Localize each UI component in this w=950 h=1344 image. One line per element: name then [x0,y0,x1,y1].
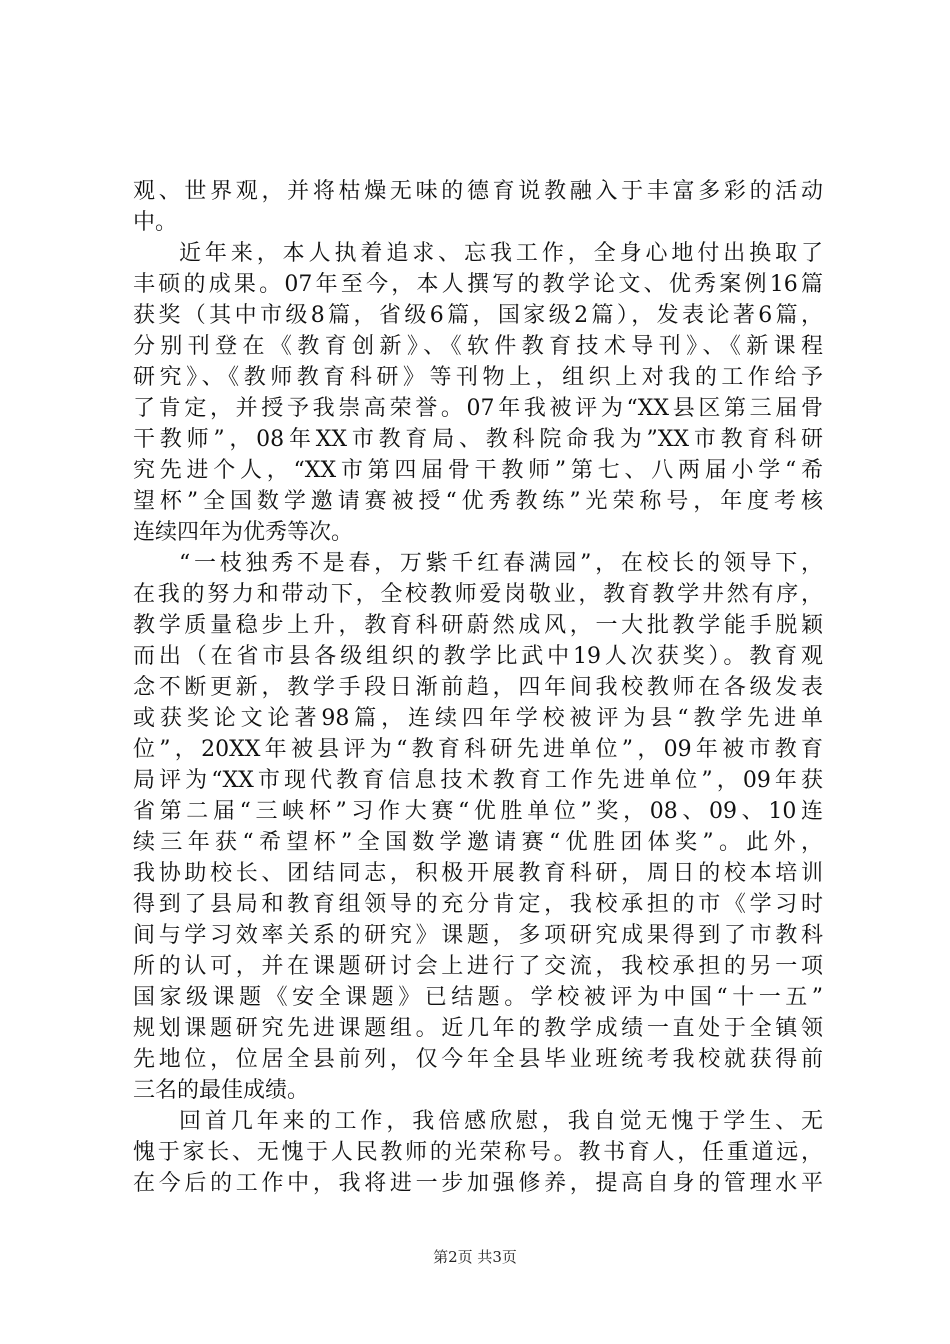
text-line: 先地位，位居全县前列，仅今年全县毕业班统考我校就获得前 [133,1047,823,1072]
text-line: 或获奖论文论著98篇，连续四年学校被评为县“教学先进单 [133,706,823,731]
text-line: 望杯”全国数学邀请赛被授“优秀教练”光荣称号，年度考核 [133,489,823,514]
text-line: 规划课题研究先进课题组。近几年的教学成绩一直处于全镇领 [133,1016,823,1041]
text-line: 三名的最佳成绩。 [133,1078,310,1103]
text-line: 观、世界观，并将枯燥无味的德育说教融入于丰富多彩的活动 [133,179,823,204]
text-line: 念不断更新，教学手段日渐前趋，四年间我校教师在各级发表 [133,675,823,700]
text-line: 我协助校长、团结同志，积极开展教育科研，周日的校本培训 [133,861,823,886]
text-line: 省第二届“三峡杯”习作大赛“优胜单位”奖，08、09、10连 [133,799,823,824]
text-line: 了肯定，并授予我崇高荣誉。07年我被评为“XX县区第三届骨 [133,396,823,421]
text-line: 愧于家长、无愧于人民教师的光荣称号。教书育人，任重道远， [133,1140,823,1165]
text-line: 研究》、《教师教育科研》等刊物上，组织上对我的工作给予 [133,365,823,390]
document-body [133,176,823,1199]
page-footer: 第2页 共3页 [433,1248,517,1266]
text-line: 得到了县局和教育组领导的充分肯定，我校承担的市《学习时 [133,892,823,917]
text-line: 在我的努力和带动下，全校教师爱岗敬业，教育教学井然有序， [133,582,823,607]
paragraph-start-line: 回首几年来的工作，我倍感欣慰，我自觉无愧于学生、无 [179,1109,823,1134]
paragraph-start-line: 近年来，本人执着追求、忘我工作，全身心地付出换取了 [179,241,823,266]
text-line: 局评为“XX市现代教育信息技术教育工作先进单位”，09年获 [133,768,823,793]
text-line: 丰硕的成果。07年至今，本人撰写的教学论文、优秀案例16篇 [133,272,823,297]
text-line: 而出（在省市县各级组织的教学比武中19人次获奖）。教育观 [133,644,823,669]
text-line: 获奖（其中市级8篇，省级6篇，国家级2篇），发表论著6篇， [133,303,823,328]
text-line: 位”，20XX年被县评为“教育科研先进单位”，09年被市教育 [133,737,823,762]
text-line: 究先进个人，“XX市第四届骨干教师”第七、八两届小学“希 [133,458,823,483]
text-line: 教学质量稳步上升，教育科研蔚然成风，一大批教学能手脱颖 [133,613,823,638]
text-line: 国家级课题《安全课题》已结题。学校被评为中国“十一五” [133,985,823,1010]
text-line: 干教师”，08年XX市教育局、教科院命我为”XX市教育科研 [133,427,823,452]
text-line: 分别刊登在《教育创新》、《软件教育技术导刊》、《新课程 [133,334,823,359]
text-line: 所的认可，并在课题研讨会上进行了交流，我校承担的另一项 [133,954,823,979]
paragraph-start-line: “一枝独秀不是春，万紫千红春满园”，在校长的领导下， [179,551,823,576]
text-line: 在今后的工作中，我将进一步加强修养，提高自身的管理水平 [133,1171,823,1196]
text-line: 间与学习效率关系的研究》课题，多项研究成果得到了市教科 [133,923,823,948]
text-line: 连续四年为优秀等次。 [133,520,354,545]
text-line: 中。 [133,210,178,235]
text-line: 续三年获“希望杯”全国数学邀请赛“优胜团体奖”。此外， [133,830,823,855]
